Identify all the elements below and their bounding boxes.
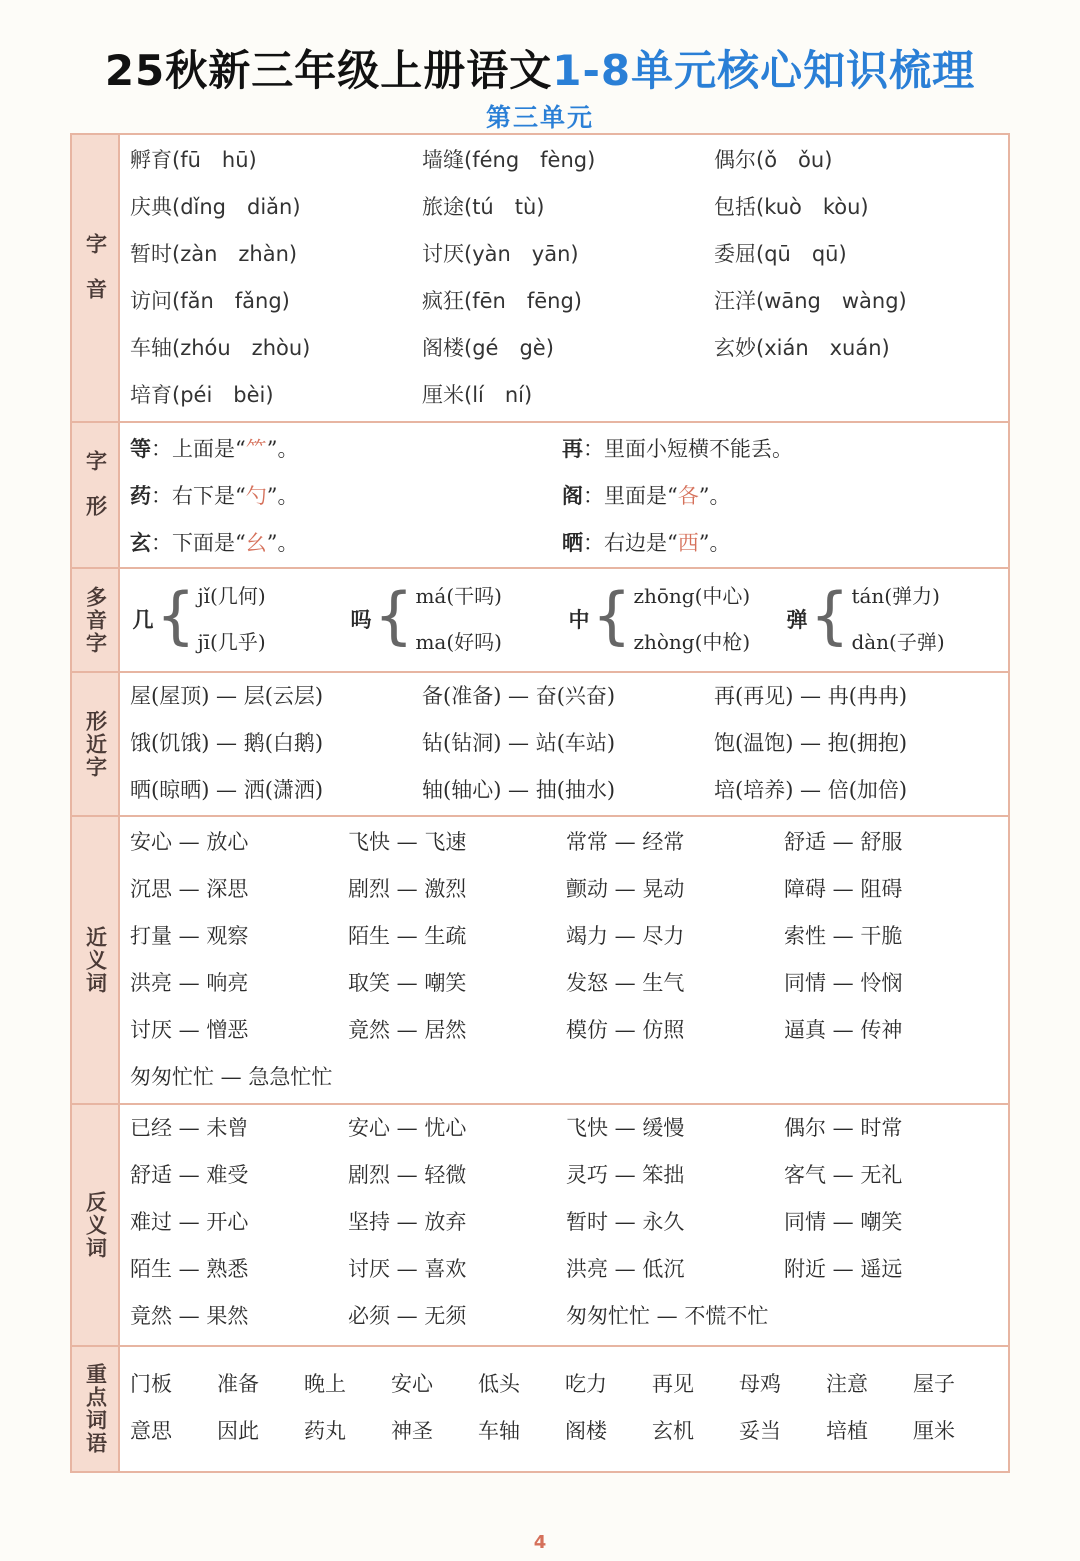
polyphone-reading: zhòng(中枪) bbox=[633, 630, 751, 654]
polyphone-reading: tán(弹力) bbox=[851, 584, 940, 608]
list-item: 再(再见) — 冉(冉冉) bbox=[714, 684, 908, 708]
section-key-words bbox=[72, 1345, 1008, 1471]
list-item: 模仿 — 仿照 bbox=[566, 1018, 685, 1042]
list-item: 暂时 — 永久 bbox=[566, 1210, 685, 1234]
polyphone-char: 几 bbox=[132, 607, 154, 632]
shape-note bbox=[562, 519, 998, 566]
list-item: 药丸 bbox=[304, 1419, 346, 1443]
shape-end: ”。 bbox=[698, 484, 731, 508]
title-black: 25秋新三年级上册语文 bbox=[104, 46, 553, 95]
shape-char: 玄 bbox=[130, 530, 151, 555]
list-item: 常常 — 经常 bbox=[566, 830, 685, 854]
brace-icon: { bbox=[810, 579, 850, 652]
shape-note bbox=[562, 472, 998, 519]
list-item: 客气 — 无礼 bbox=[784, 1163, 903, 1187]
list-item: 竟然 — 居然 bbox=[348, 1018, 467, 1042]
section-antonyms bbox=[72, 1103, 1008, 1345]
shape-hl: 西 bbox=[677, 531, 699, 555]
list-item: 匆匆忙忙 — 急急忙忙 bbox=[130, 1065, 333, 1089]
list-item: 准备 bbox=[217, 1372, 259, 1396]
synonyms-grid bbox=[130, 819, 998, 1101]
section-shape bbox=[72, 421, 1008, 567]
similar-chars-grid bbox=[130, 673, 998, 814]
list-item: 注意 bbox=[826, 1372, 868, 1396]
list-item: 阁楼(gé gè) bbox=[422, 336, 554, 360]
polyphone-reading: zhōng(中心) bbox=[633, 584, 751, 608]
shape-note bbox=[130, 425, 562, 472]
list-item: 培(培养) — 倍(加倍) bbox=[714, 778, 908, 802]
list-item: 暂时(zàn zhàn) bbox=[130, 242, 298, 266]
list-item: 发怒 — 生气 bbox=[566, 971, 685, 995]
list-item: 轴(轴心) — 抽(抽水) bbox=[422, 778, 616, 802]
list-item: 难过 — 开心 bbox=[130, 1210, 249, 1234]
polyphone-reading: jī(几乎) bbox=[197, 630, 266, 654]
list-item: 汪洋(wāng wàng) bbox=[714, 289, 907, 313]
list-item: 吃力 bbox=[565, 1372, 607, 1396]
shape-text: ：下面是“ bbox=[151, 531, 246, 555]
title-blue: 1-8单元核心知识梳理 bbox=[552, 46, 976, 95]
list-item: 洪亮 — 低沉 bbox=[566, 1257, 685, 1281]
list-item: 已经 — 未曾 bbox=[130, 1116, 249, 1140]
shape-note bbox=[562, 425, 998, 472]
list-item: 车轴(zhóu zhòu) bbox=[130, 336, 311, 360]
polyphone-reading: jǐ(几何) bbox=[197, 584, 266, 608]
shape-text: ：上面是“ bbox=[151, 437, 246, 461]
list-item: 阁楼 bbox=[565, 1419, 607, 1443]
list-item: 颤动 — 晃动 bbox=[566, 877, 685, 901]
brace-icon: { bbox=[374, 579, 414, 652]
list-item: 讨厌(yàn yān) bbox=[422, 242, 579, 266]
list-item: 旅途(tú tù) bbox=[422, 195, 545, 219]
list-item: 钻(钻洞) — 站(车站) bbox=[422, 731, 616, 755]
list-item: 厘米 bbox=[913, 1419, 955, 1443]
section-polyphones bbox=[72, 567, 1008, 671]
shape-hl: 各 bbox=[677, 484, 699, 508]
list-item: 匆匆忙忙 — 不慌不忙 bbox=[566, 1304, 769, 1328]
list-item: 打量 — 观察 bbox=[130, 924, 249, 948]
list-item: 同情 — 嘲笑 bbox=[784, 1210, 903, 1234]
list-item: 意思 bbox=[130, 1419, 172, 1443]
list-item: 安心 — 忧心 bbox=[348, 1116, 467, 1140]
polyphone-item bbox=[566, 573, 784, 665]
shape-grid bbox=[130, 425, 998, 566]
shape-char: 等 bbox=[130, 436, 151, 461]
shape-hl: ⺮ bbox=[245, 437, 267, 461]
section-label: 重点词语 bbox=[72, 1347, 120, 1471]
polyphone-row bbox=[130, 569, 1002, 669]
polyphone-reading: ma(好吗) bbox=[415, 630, 502, 654]
list-item: 厘米(lí ní) bbox=[422, 383, 533, 407]
list-item: 同情 — 怜悯 bbox=[784, 971, 903, 995]
list-item: 玄妙(xián xuán) bbox=[714, 336, 890, 360]
list-item: 偶尔 — 时常 bbox=[784, 1116, 903, 1140]
shape-char: 再 bbox=[562, 436, 583, 461]
shape-note bbox=[130, 472, 562, 519]
list-item: 备(准备) — 奋(兴奋) bbox=[422, 684, 616, 708]
list-item bbox=[784, 1054, 998, 1101]
list-item: 飞快 — 飞速 bbox=[348, 830, 467, 854]
knowledge-table bbox=[70, 133, 1010, 1473]
list-item: 墙缝(féng fèng) bbox=[422, 148, 596, 172]
page-title bbox=[0, 38, 1080, 98]
list-item: 灵巧 — 笨拙 bbox=[566, 1163, 685, 1187]
list-item: 孵育(fū hū) bbox=[130, 148, 257, 172]
polyphone-reading: dàn(子弹) bbox=[851, 630, 945, 654]
polyphone-reading: má(干吗) bbox=[415, 584, 502, 608]
list-item: 培植 bbox=[826, 1419, 868, 1443]
list-item: 委屈(qū qū) bbox=[714, 242, 847, 266]
shape-text: ：右下是“ bbox=[151, 484, 246, 508]
list-item: 剧烈 — 轻微 bbox=[348, 1163, 467, 1187]
antonyms-grid bbox=[130, 1105, 998, 1340]
list-item: 竟然 — 果然 bbox=[130, 1304, 249, 1328]
list-item: 取笑 — 嘲笑 bbox=[348, 971, 467, 995]
list-item: 母鸡 bbox=[739, 1372, 781, 1396]
list-item: 剧烈 — 激烈 bbox=[348, 877, 467, 901]
list-item: 访问(fǎn fǎng) bbox=[130, 289, 290, 313]
list-item: 偶尔(ǒ ǒu) bbox=[714, 148, 833, 172]
list-item bbox=[784, 1293, 998, 1340]
shape-text: ：里面是“ bbox=[583, 484, 678, 508]
list-item: 饿(饥饿) — 鹅(白鹅) bbox=[130, 731, 324, 755]
pronunciation-grid bbox=[130, 137, 998, 419]
polyphone-char: 弹 bbox=[786, 607, 808, 632]
list-item bbox=[348, 1054, 566, 1101]
list-item: 讨厌 — 喜欢 bbox=[348, 1257, 467, 1281]
shape-end: ”。 bbox=[266, 484, 299, 508]
section-label: 字形 bbox=[72, 423, 120, 567]
shape-text: ：右边是“ bbox=[583, 531, 678, 555]
shape-char: 晒 bbox=[562, 530, 583, 555]
unit-subtitle: 第三单元 bbox=[485, 103, 594, 132]
list-item: 坚持 — 放弃 bbox=[348, 1210, 467, 1234]
list-item: 逼真 — 传神 bbox=[784, 1018, 903, 1042]
list-item: 障碍 — 阻碍 bbox=[784, 877, 903, 901]
list-item: 安心 bbox=[391, 1372, 433, 1396]
list-item: 晚上 bbox=[304, 1372, 346, 1396]
shape-text: ：里面小短横不能丢。 bbox=[583, 437, 793, 461]
shape-end: ”。 bbox=[266, 531, 299, 555]
list-item: 屋子 bbox=[913, 1372, 955, 1396]
section-label: 近义词 bbox=[72, 817, 120, 1103]
shape-note bbox=[130, 519, 562, 566]
polyphone-item bbox=[784, 573, 1002, 665]
shape-hl: 勺 bbox=[245, 484, 267, 508]
page-number: 4 bbox=[533, 1532, 547, 1553]
list-item: 晒(晾晒) — 洒(潇洒) bbox=[130, 778, 324, 802]
list-item: 必须 — 无须 bbox=[348, 1304, 467, 1328]
key-words-grid bbox=[130, 1361, 1000, 1455]
polyphone-item bbox=[348, 573, 566, 665]
list-item: 舒适 — 舒服 bbox=[784, 830, 903, 854]
list-item bbox=[714, 372, 998, 419]
list-item: 车轴 bbox=[478, 1419, 520, 1443]
shape-char: 阁 bbox=[562, 483, 583, 508]
list-item: 培育(péi bèi) bbox=[130, 383, 274, 407]
polyphone-char: 中 bbox=[568, 607, 590, 632]
shape-hl: 幺 bbox=[245, 531, 267, 555]
list-item: 饱(温饱) — 抱(拥抱) bbox=[714, 731, 908, 755]
list-item: 附近 — 遥远 bbox=[784, 1257, 903, 1281]
list-item: 门板 bbox=[130, 1372, 172, 1396]
list-item: 竭力 — 尽力 bbox=[566, 924, 685, 948]
section-similar-chars bbox=[72, 671, 1008, 815]
section-synonyms bbox=[72, 815, 1008, 1103]
list-item: 玄机 bbox=[652, 1419, 694, 1443]
section-label: 形近字 bbox=[72, 673, 120, 815]
list-item: 因此 bbox=[217, 1419, 259, 1443]
list-item: 低头 bbox=[478, 1372, 520, 1396]
list-item: 陌生 — 熟悉 bbox=[130, 1257, 249, 1281]
list-item: 沉思 — 深思 bbox=[130, 877, 249, 901]
list-item: 讨厌 — 憎恶 bbox=[130, 1018, 249, 1042]
section-label: 多音字 bbox=[72, 569, 120, 671]
section-pronunciation bbox=[72, 135, 1008, 421]
section-label: 反义词 bbox=[72, 1105, 120, 1345]
list-item: 屋(屋顶) — 层(云层) bbox=[130, 684, 324, 708]
list-item: 洪亮 — 响亮 bbox=[130, 971, 249, 995]
list-item: 飞快 — 缓慢 bbox=[566, 1116, 685, 1140]
section-label: 字音 bbox=[72, 135, 120, 421]
brace-icon: { bbox=[592, 579, 632, 652]
list-item: 包括(kuò kòu) bbox=[714, 195, 869, 219]
shape-end: ”。 bbox=[698, 531, 731, 555]
list-item: 神圣 bbox=[391, 1419, 433, 1443]
shape-char: 药 bbox=[130, 483, 151, 508]
list-item: 再见 bbox=[652, 1372, 694, 1396]
list-item: 陌生 — 生疏 bbox=[348, 924, 467, 948]
polyphone-char: 吗 bbox=[350, 607, 372, 632]
brace-icon: { bbox=[156, 579, 196, 652]
list-item: 庆典(dǐng diǎn) bbox=[130, 195, 301, 219]
polyphone-item bbox=[130, 573, 348, 665]
list-item bbox=[566, 1054, 784, 1101]
list-item: 索性 — 干脆 bbox=[784, 924, 903, 948]
list-item: 疯狂(fēn fēng) bbox=[422, 289, 582, 313]
list-item: 舒适 — 难受 bbox=[130, 1163, 249, 1187]
list-item: 妥当 bbox=[739, 1419, 781, 1443]
shape-end: ”。 bbox=[266, 437, 299, 461]
list-item: 安心 — 放心 bbox=[130, 830, 249, 854]
